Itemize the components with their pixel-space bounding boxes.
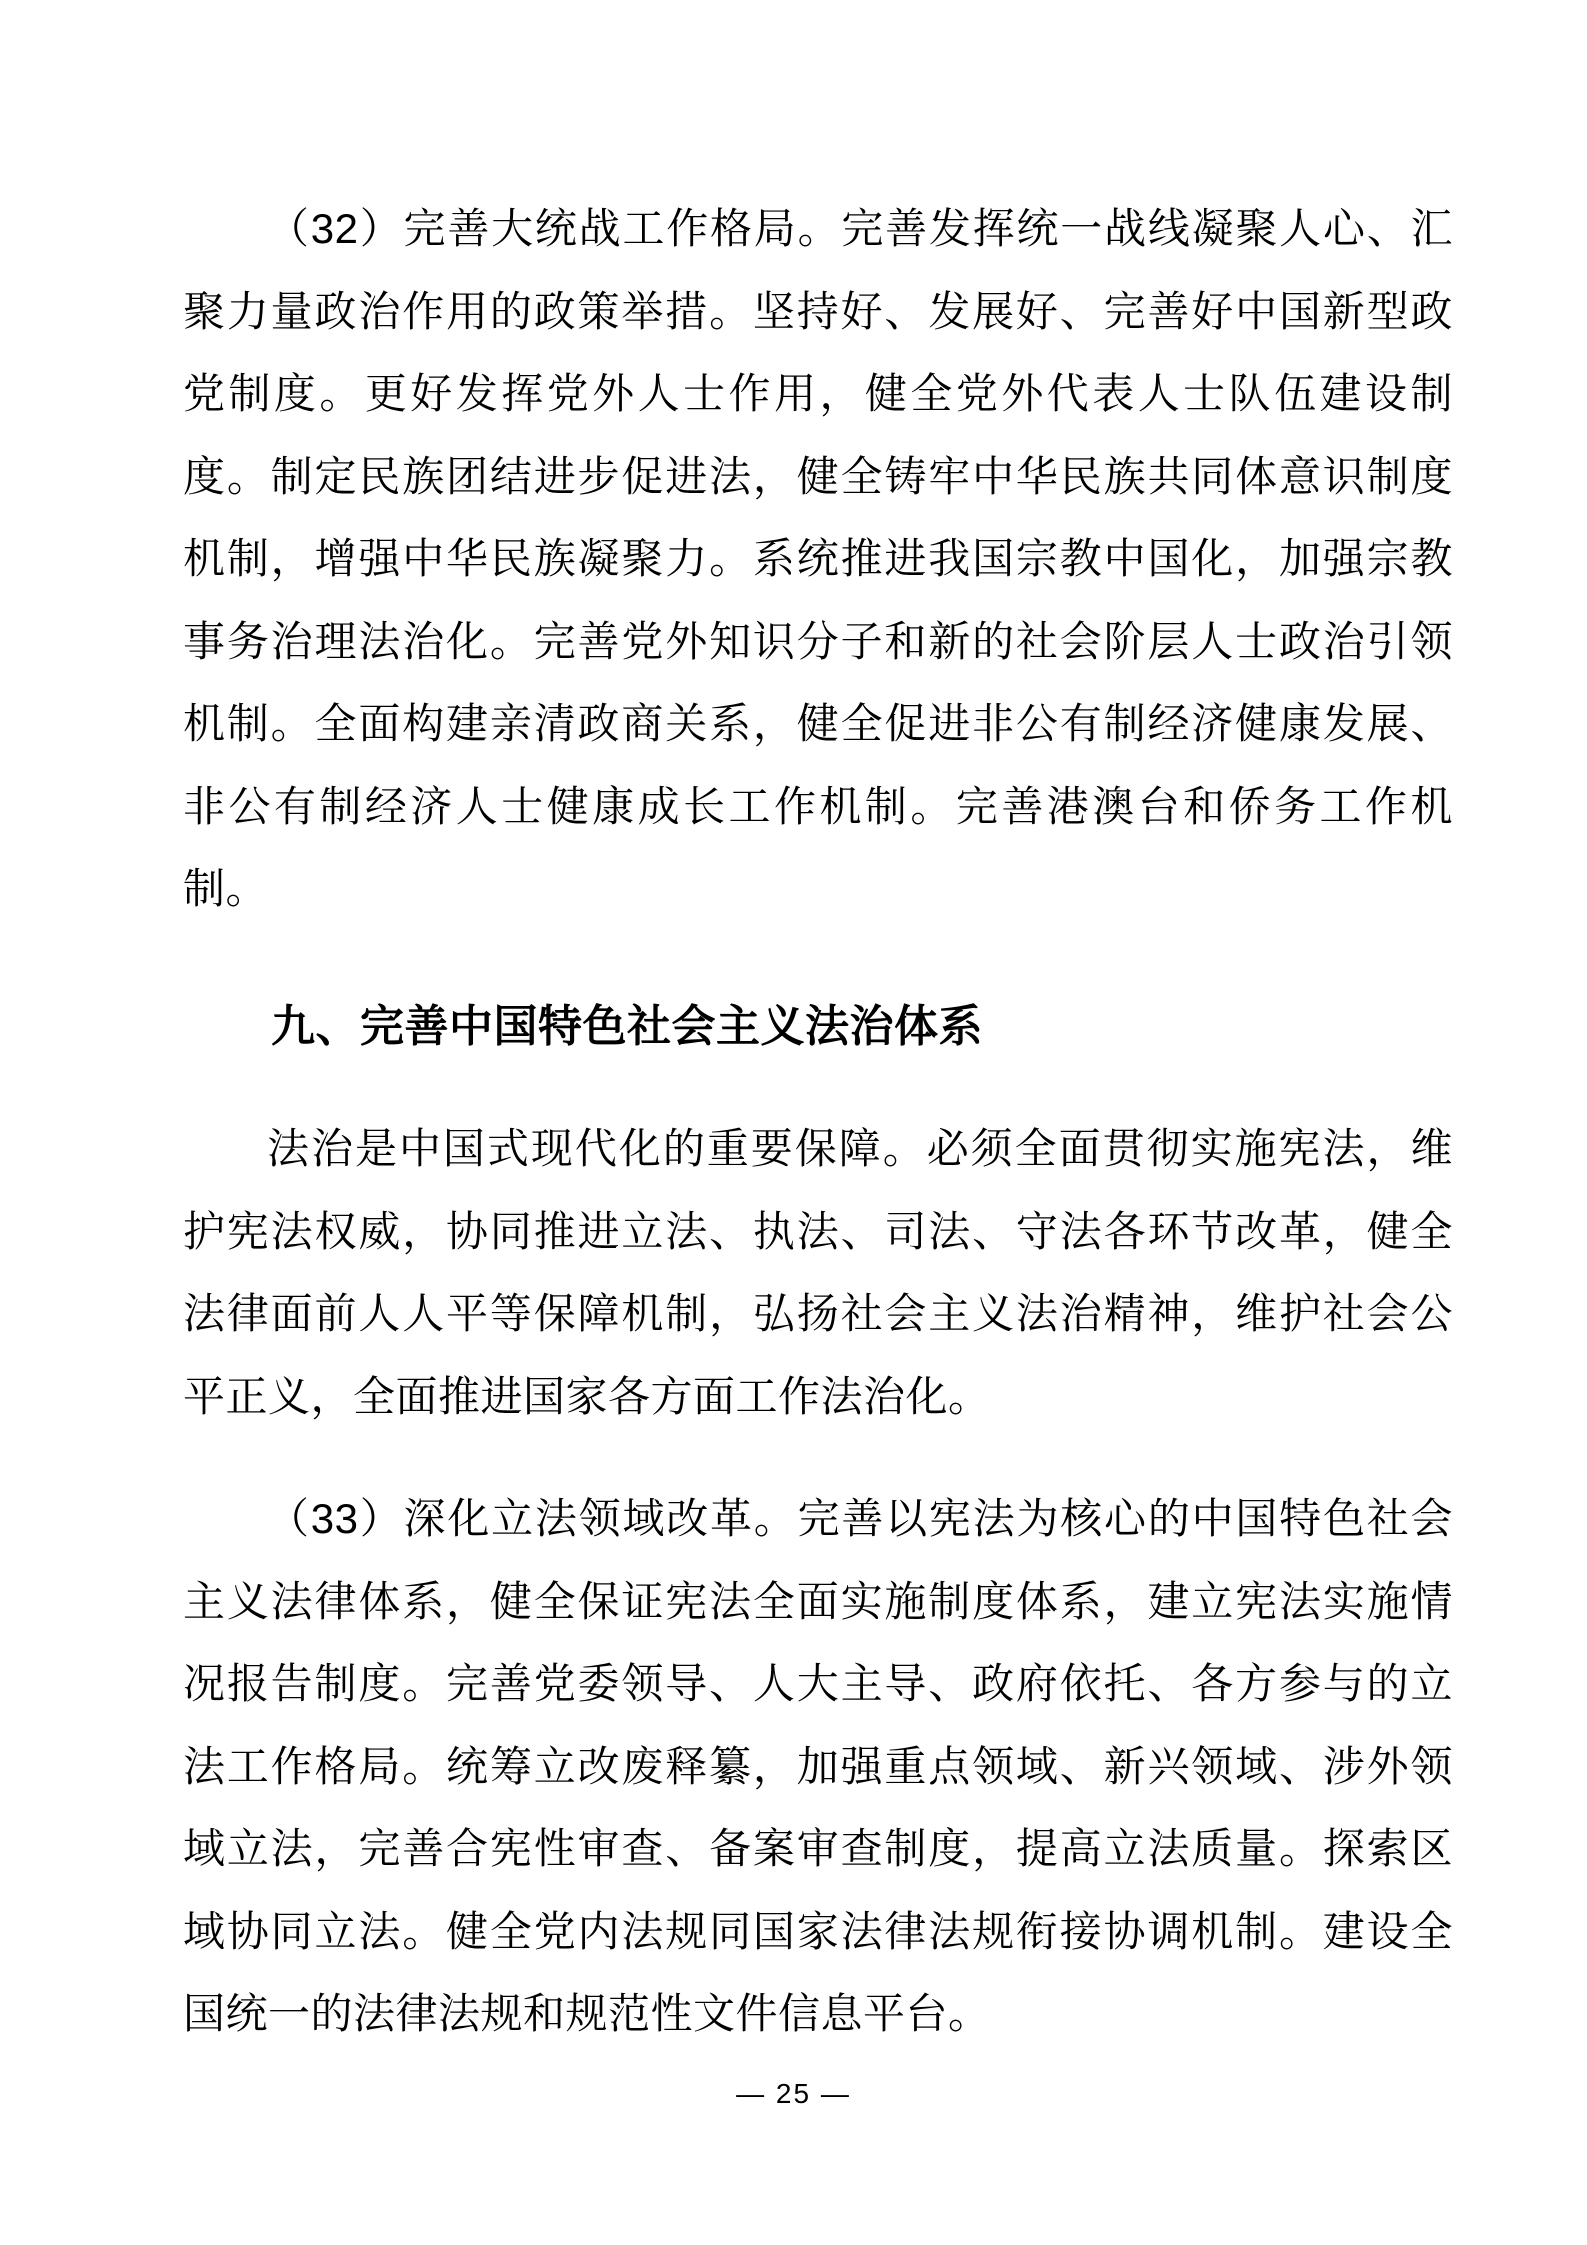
body-paragraph: （32）完善大统战工作格局。完善发挥统一战线凝聚人心、汇聚力量政治作用的政策举措。坚持好、发展好、完善好中国新型政党制度。更好发挥党外人士作用，健全党外代表人士队伍建设制度。制定民族团结进步促进法，健全铸牢中华民族共同体意识制度机制，增强中华民族凝聚力。系统推进我国宗教中国化，加强宗教事务治理法治化。完善党外知识分子和新的社会阶层人士政治引领机制。全面构建亲清政商关系，健全促进非公有制经济健康发展、非公有制经济人士健康成长工作机制。完善港澳台和侨务工作机制。 bbox=[183, 205, 1453, 912]
body-paragraph: 法治是中国式现代化的重要保障。必须全面贯彻实施宪法，维护宪法权威，协同推进立法、执法、司法、守法各环节改革，健全法律面前人人平等保障机制，弘扬社会主义法治精神，维护社会公平正义，全面推进国家各方面工作法治化。 bbox=[183, 1125, 1453, 1420]
section-heading: 九、完善中国特色社会主义法治体系 bbox=[271, 1001, 983, 1051]
page-footer bbox=[0, 2076, 1587, 2112]
document-body bbox=[183, 0, 1453, 2056]
body-paragraph: （33）深化立法领域改革。完善以宪法为核心的中国特色社会主义法律体系，健全保证宪法全面实施制度体系，建立宪法实施情况报告制度。完善党委领导、人大主导、政府依托、各方参与的立法工作格局。统筹立改废释纂，加强重点领域、新兴领域、涉外领域立法，完善合宪性审查、备案审查制度，提高立法质量。探索区域协同立法。健全党内法规同国家法律法规衔接协调机制。建设全国统一的法律法规和规范性文件信息平台。 bbox=[183, 1495, 1453, 2037]
page-number: — 25 — bbox=[736, 2078, 851, 2109]
